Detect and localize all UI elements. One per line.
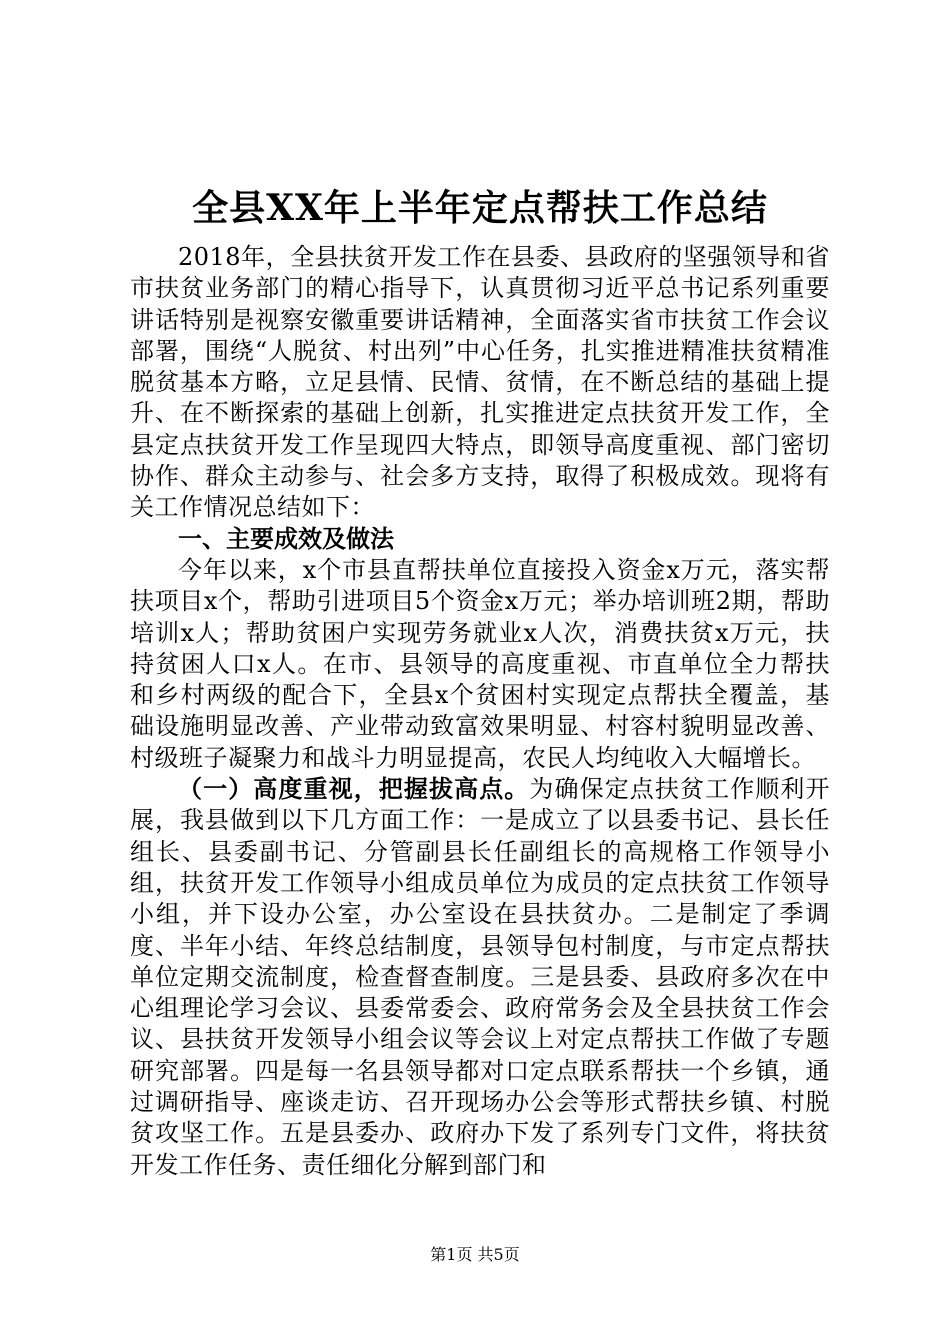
page-footer: 第1页 共5页 — [430, 1245, 520, 1264]
section-heading-main-results: 一、主要成效及做法 — [178, 524, 394, 553]
section-results-paragraph: 今年以来，x个市县直帮扶单位直接投入资金x万元，落实帮扶项目x个，帮助引进项目5个资金x万元；举办培训班2期，帮助培训x人；帮助贫困户实现劳务就业x人次，消费扶贫x万元，扶持贫困人口x人。在市、县领导的高度重视、市直单位全力帮扶和乡村两级的配合下，全县x个贫困村实现定点帮扶全覆盖，基础设施明显改善、产业带动致富效果明显、村容村貌明显改善、村级班子凝聚力和战斗力明显提高，农民人均纯收入大幅增长。 — [130, 555, 830, 772]
subsection-high-attention-paragraph — [130, 774, 830, 1181]
intro-paragraph: 2018年，全县扶贫开发工作在县委、县政府的坚强领导和省市扶贫业务部门的精心指导下，认真贯彻习近平总书记系列重要讲话特别是视察安徽重要讲话精神，全面落实省市扶贫工作会议部署，围绕“人脱贫、村出列”中心任务，扎实推进精准扶贫精准脱贫基本方略，立足县情、民情、贫情，在不断总结的基础上提升、在不断探索的基础上创新，扎实推进定点扶贫开发工作，全县定点扶贫开发工作呈现四大特点，即领导高度重视、部门密切协作、群众主动参与、社会多方支持，取得了积极成效。现将有关工作情况总结如下： — [130, 243, 830, 522]
subsection-body-text: 为确保定点扶贫工作顺利开展，我县做到以下几方面工作：一是成立了以县委书记、县长任组长、县委副书记、分管副县长任副组长的高规格工作领导小组，扶贫开发工作领导小组成员单位为成员的定点扶贫工作领导小组，并下设办公室，办公室设在县扶贫办。二是制定了季调度、半年小结、年终总结制度，县领导包村制度，与市定点帮扶单位定期交流制度，检查督查制度。三是县委、县政府多次在中心组理论学习会议、县委常委会、政府常务会及全县扶贫工作会议、县扶贫开发领导小组会议等会议上对定点帮扶工作做了专题研究部署。四是每一名县领导都对口定点联系帮扶一个乡镇，通过调研指导、座谈走访、召开现场办公会等形式帮扶乡镇、村脱贫攻坚工作。五是县委办、政府办下发了系列专门文件，将扶贫开发工作任务、责任细化分解到部门和 — [130, 775, 831, 1179]
document-page — [130, 180, 830, 1181]
document-title: 全县XX年上半年定点帮扶工作总结 — [192, 187, 768, 229]
subsection-lead-heading: （一）高度重视，把握拔高点。 — [178, 775, 530, 804]
